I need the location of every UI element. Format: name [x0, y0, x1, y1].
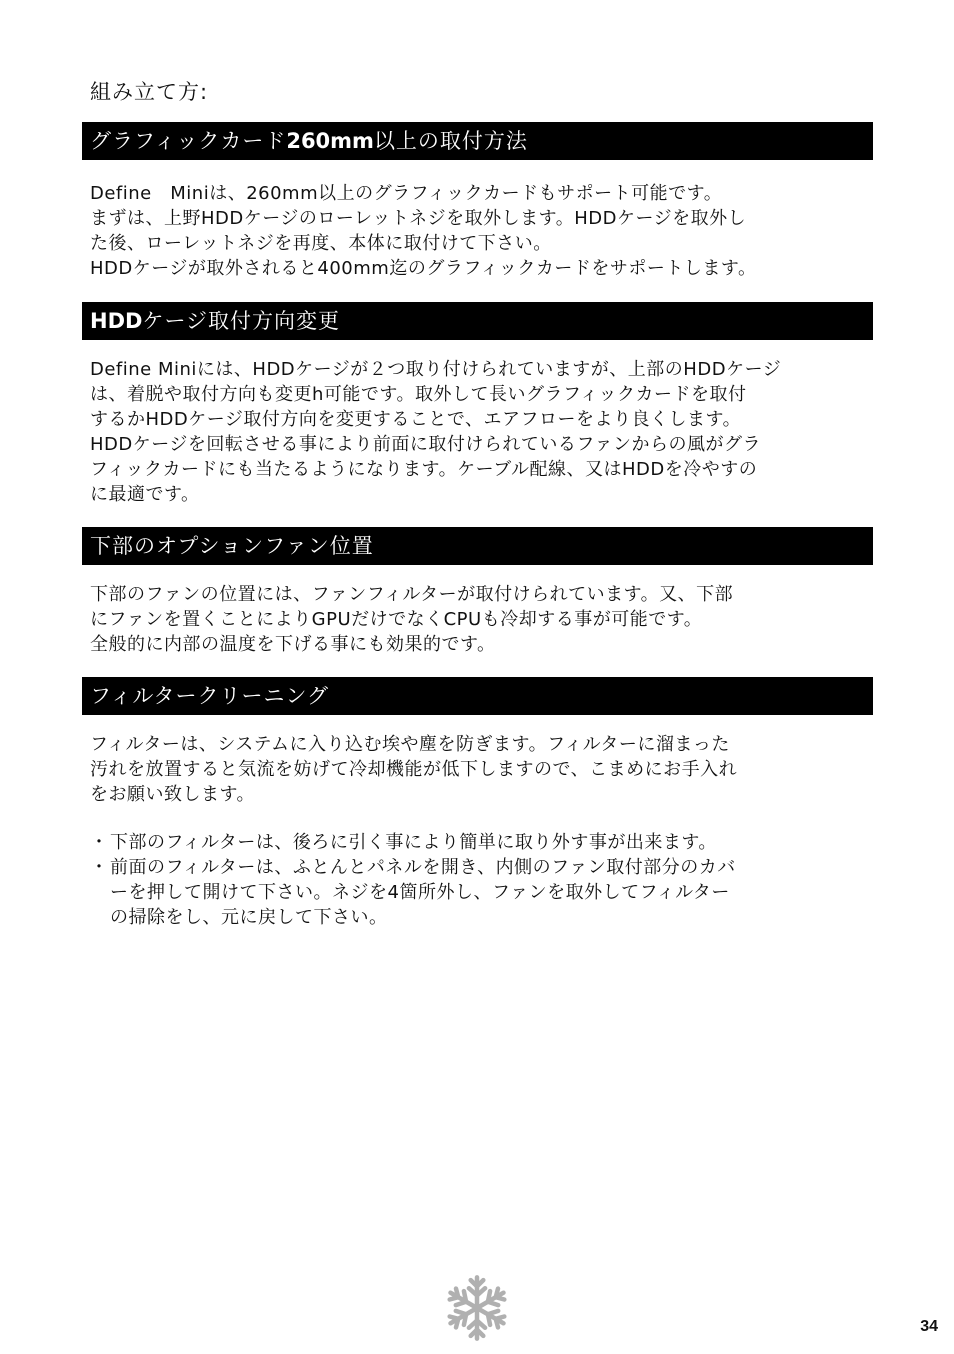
text-line: をお願い致します。: [90, 784, 256, 805]
section-title-pre: フィルタークリーニング: [90, 684, 330, 708]
text-line: ーを押して開けて下さい。ネジを4箇所外し、ファンを取外してフィルター: [110, 882, 730, 903]
text-line: 前面のフィルターは、ふとんとパネルを開き、内側のファン取付部分のカバ: [110, 857, 736, 878]
section-title-bold: 260mm: [286, 129, 374, 153]
list-item: [90, 830, 850, 855]
section-title-filter-cleaning: [82, 677, 873, 715]
section-title-post: ケージ取付方向変更: [142, 309, 341, 333]
text-line: フィルターは、システムに入り込む埃や塵を防ぎます。フィルターに溜まった: [90, 734, 730, 755]
text-line: 下部のファンの位置には、ファンフィルターが取付けられています。又、下部: [90, 584, 734, 605]
text-line: に最適です。: [90, 484, 200, 505]
page-number: 34: [920, 1318, 938, 1335]
text-line: HDDケージが取外されると400mm迄のグラフィックカードをサポートします。: [90, 258, 757, 279]
text-line: Define Miniには、HDDケージが２つ取り付けられていますが、上部のHDDケージ: [90, 359, 782, 380]
section-title-hdd-cage: [82, 302, 873, 340]
section-body-hdd-cage: [90, 357, 840, 507]
snowflake-icon: [444, 1272, 510, 1344]
text-line: Define Miniは、260mm以上のグラフィックカードもサポート可能です。: [90, 183, 723, 204]
text-line: するかHDDケージ取付方向を変更することで、エアフローをより良くします。: [90, 409, 742, 430]
list-item: [90, 855, 850, 930]
bullet-list: [90, 830, 850, 930]
section-title-bottom-fan: [82, 527, 873, 565]
text-line: まずは、上野HDDケージのローレットネジを取外します。HDDケージを取外し: [90, 208, 747, 229]
section-title-bold: HDD: [90, 309, 143, 333]
section-title-pre: 下部のオプションファン位置: [90, 534, 374, 558]
section-title-post: 以上の取付方法: [373, 129, 528, 153]
bullet-marker: ・: [90, 857, 109, 878]
text-line: 全般的に内部の温度を下げる事にも効果的です。: [90, 634, 496, 655]
text-line: 下部のフィルターは、後ろに引く事により簡単に取り外す事が出来ます。: [110, 832, 717, 853]
text-line: フィックカードにも当たるようになります。ケーブル配線、又はHDDを冷やすの: [90, 459, 758, 480]
section-body-graphics-card: [90, 181, 840, 281]
page-heading: 組み立て方:: [90, 80, 209, 104]
text-line: 汚れを放置すると気流を妨げて冷却機能が低下しますので、こまめにお手入れ: [90, 759, 738, 780]
text-line: にファンを置くことによりGPUだけでなくCPUも冷却する事が可能です。: [90, 609, 703, 630]
text-line: の掃除をし、元に戻して下さい。: [110, 907, 388, 928]
text-line: は、着脱や取付方向も変更h可能です。取外して長いグラフィックカードを取付: [90, 384, 747, 405]
section-body-bottom-fan: [90, 582, 840, 657]
text-line: た後、ローレットネジを再度、本体に取付けて下さい。: [90, 233, 552, 254]
bullet-marker: ・: [90, 832, 109, 853]
section-body-filter-cleaning: [90, 732, 840, 807]
text-line: HDDケージを回転させる事により前面に取付けられているファンからの風がグラ: [90, 434, 762, 455]
section-title-pre: グラフィックカード: [90, 129, 287, 153]
section-title-graphics-card: [82, 122, 873, 160]
